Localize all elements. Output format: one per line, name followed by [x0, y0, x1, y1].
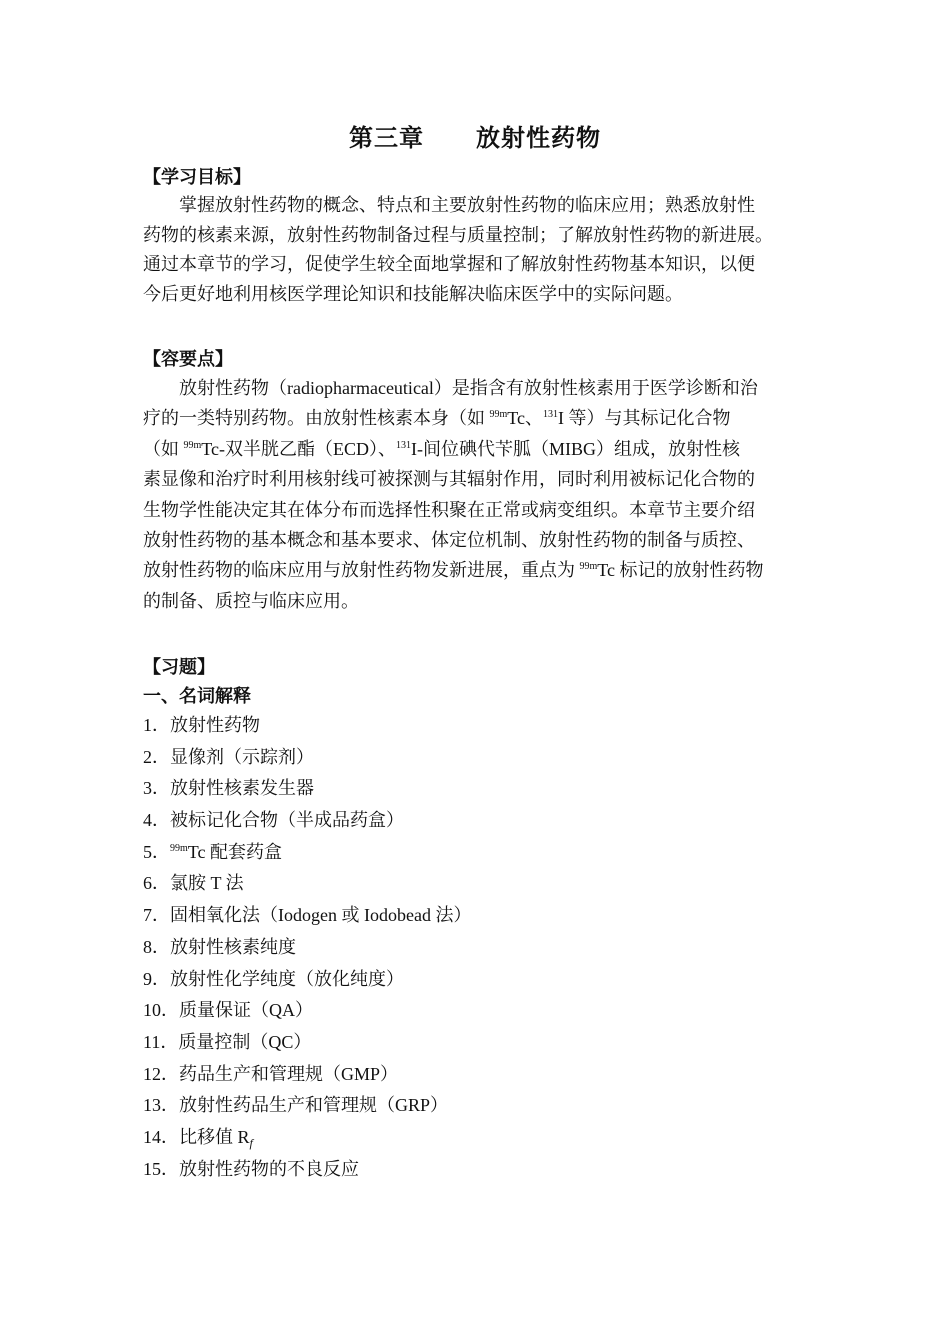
- chapter-number: 第三章: [349, 126, 424, 152]
- key-points-line: 生物学性能决定其在体分布而选择性积聚在正常或病变组织。本章节主要介绍: [143, 499, 755, 520]
- terms-section-title: 一、名词解释: [143, 686, 251, 706]
- objectives-heading: 【学习目标】: [143, 167, 251, 187]
- key-points-heading: 【容要点】: [143, 349, 233, 369]
- key-points-line: 放射性药物的基本概念和基本要求、体定位机制、放射性药物的制备与质控、: [143, 530, 755, 551]
- list-item: 9．放射性化学纯度（放化纯度）: [143, 968, 404, 989]
- list-item: 3．放射性核素发生器: [143, 778, 314, 799]
- list-item: 15．放射性药物的不良反应: [143, 1158, 359, 1179]
- objectives-line: 药物的核素来源，放射性药物制备过程与质量控制；了解放射性药物的新进展。: [143, 224, 773, 245]
- list-item: 4．被标记化合物（半成品药盒）: [143, 810, 404, 831]
- key-points-line: 的制备、质控与临床应用。: [143, 590, 359, 611]
- list-item: 7．固相氧化法（Iodogen 或 Iodobead 法）: [143, 905, 472, 926]
- list-item: 10．质量保证（QA）: [143, 1000, 313, 1021]
- list-item: 5．$^{99m}$Tc 配套药盒: [143, 841, 283, 862]
- list-item: 1．放射性药物: [143, 715, 260, 735]
- key-points-line: 放射性药物的临床应用与放射性药物发新进展，重点为 $^{99m}$Tc 标记的放射性药物: [143, 560, 764, 581]
- key-points-line: 疗的一类特别药物。由放射性核素本身（如 $^{99m}$Tc、$^{131}$I 等）与其标记化合物: [143, 408, 731, 429]
- list-item: 11．质量控制（QC）: [143, 1031, 312, 1052]
- list-item: 6．氯胺 T 法: [143, 873, 244, 894]
- list-item: 14．比移值 $R_f$: [143, 1126, 253, 1150]
- chapter-title: [0, 118, 950, 153]
- list-item: 8．放射性核素纯度: [143, 936, 296, 957]
- objectives-paragraph: [143, 191, 815, 309]
- chapter-name: 放射性药物: [476, 126, 601, 152]
- list-item: 2．显像剂（示踪剂）: [143, 746, 314, 767]
- objectives-line: 通过本章节的学习，促使学生较全面地掌握和了解放射性药物基本知识，以便: [143, 254, 755, 274]
- objectives-line: 今后更好地利用核医学理论知识和技能解决临床医学中的实际问题。: [143, 283, 683, 304]
- key-points-line: 素显像和治疗时利用核射线可被探测与其辐射作用，同时利用被标记化合物的: [143, 469, 755, 490]
- terms-list: [143, 710, 815, 1185]
- key-points-line: 放射性药物（radiopharmaceutical）是指含有放射性核素用于医学诊断和治: [179, 378, 758, 398]
- list-item: 13．放射性药品生产和管理规（GRP）: [143, 1095, 449, 1116]
- objectives-line: 掌握放射性药物的概念、特点和主要放射性药物的临床应用；熟悉放射性: [179, 195, 755, 215]
- list-item: 12．药品生产和管理规（GMP）: [143, 1063, 399, 1084]
- exercises-heading: 【习题】: [143, 657, 215, 677]
- key-points-line: （如 $^{99m}$Tc-双半胱乙酯（ECD）、$^{131}$I-间位碘代苄胍（MIBG）组成，放射性核: [143, 438, 741, 459]
- key-points-paragraph: [143, 373, 815, 616]
